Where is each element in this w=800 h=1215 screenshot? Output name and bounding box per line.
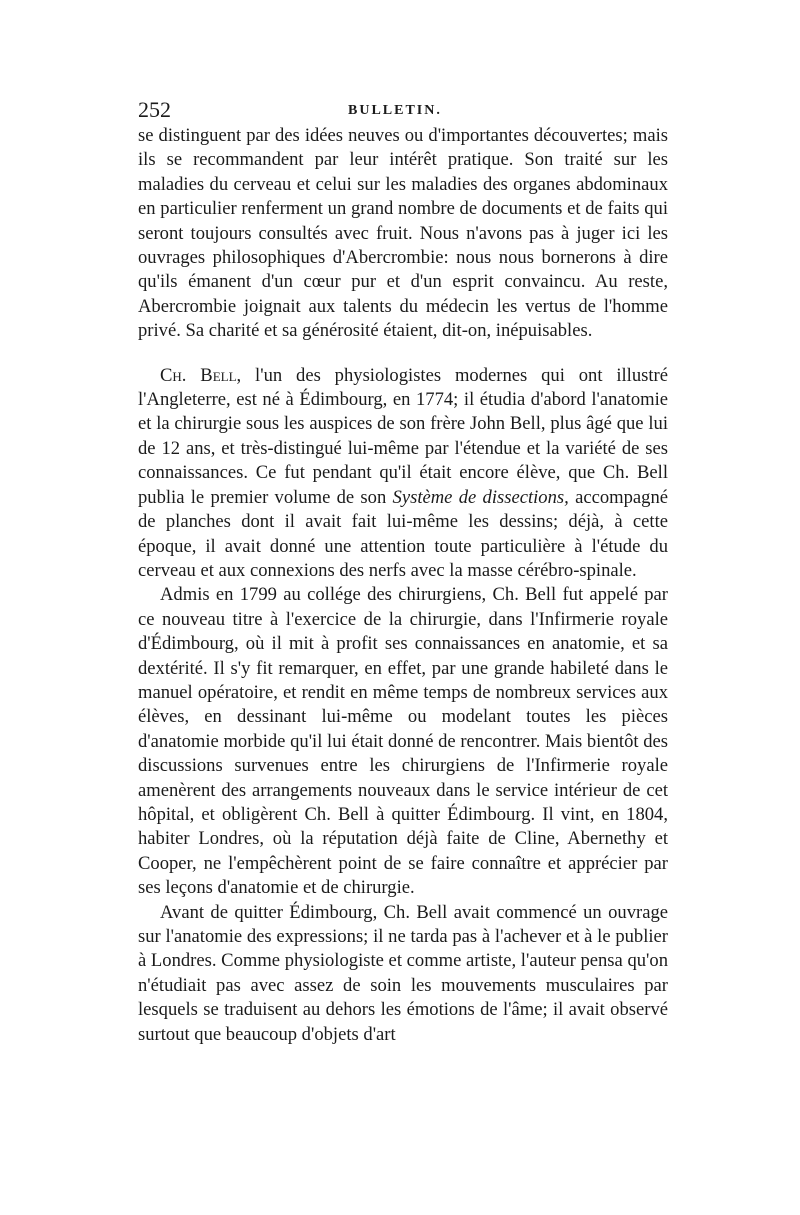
paragraph-text: se distinguent par des idées neuves ou d'importantes découvertes; mais ils se recommandent par leur intérêt pratique. Son traité sur les maladies du cerveau et celui sur les maladies des organes abdominaux en particulier renferment un grand nombre de documents et de faits qui seront toujours consultés avec fruit. Nous n'avons pas à juger ici les ouvrages philosophiques d'Abercrombie: nous nous bornerons à dire qu'ils émanent d'un cœur pur et d'un esprit convaincu. Au reste, Abercrombie joignait aux talents du médecin les vertus de l'homme privé. Sa charité et sa générosité étaient, dit-on, inépuisables.: [138, 125, 668, 342]
book-page: [138, 96, 668, 1047]
paragraph-abercrombie: [138, 124, 668, 344]
page-header: [138, 96, 668, 124]
paragraph-bell-expressions: [138, 901, 668, 1047]
paragraph-text: Avant de quitter Édimbourg, Ch. Bell avait commencé un ouvrage sur l'anatomie des expressions; il ne tarda pas à l'achever et à le publier à Londres. Comme physiologiste et comme artiste, l'auteur pensa qu'on n'étudiait pas avec assez de soin les mouvements musculaires par lesquels se traduisent au dehors les émotions de l'âme; il avait observé surtout que beaucoup d'objets d'art: [138, 901, 668, 1045]
page-number: 252: [138, 97, 171, 122]
paragraph-bell-intro: [138, 364, 668, 584]
running-title: BULLETIN.: [348, 103, 442, 118]
entry-name: Ch. Bell,: [160, 364, 242, 386]
paragraph-bell-career: [138, 583, 668, 900]
paragraph-text: Admis en 1799 au collége des chirurgiens, Ch. Bell fut appelé par ce nouveau titre à l'exercice de la chirurgie, dans l'Infirmerie royale d'Édimbourg, où il mit à profit ses connaissances en anatomie, et sa dextérité. Il s'y fit remarquer, en effet, par une grande habileté dans le manuel opératoire, et rendit en même temps de nombreux services aux élèves, en dessinant lui-même ou modelant toutes les pièces d'anatomie morbide qu'il lui était donné de rencontrer. Mais bientôt des discussions survenues entre les chirurgiens de l'Infirmerie royale amenèrent des arrangements nouveaux dans le service intérieur de cet hôpital, et obligèrent Ch. Bell à quitter Édimbourg. Il vint, en 1804, habiter Londres, où la réputation déjà faite de Cline, Abernethy et Cooper, ne l'empêchèrent point de se faire connaître et apprécier par ses leçons d'anatomie et de chirurgie.: [138, 584, 668, 899]
book-title: Système de dissections,: [392, 486, 569, 508]
paragraph-text: l'un des physiologistes modernes qui ont illustré l'Angleterre, est né à Édimbourg, en 1774; il étudia d'abord l'anatomie et la chirurgie sous les auspices de son frère John Bell, plus âgé que lui de 12 ans, et très-distingué lui-même par l'étendue et la variété de ses connaissances. Ce fut pendant qu'il était encore élève, que Ch. Bell publia le premier volume de son: [138, 364, 668, 508]
paragraph-text: accompagné de planches dont il avait fait lui-même les dessins; déjà, à cette époque, il avait donné une attention toute particulière à l'étude du cerveau et aux connexions des nerfs avec la masse cérébro-spinale.: [138, 486, 668, 581]
